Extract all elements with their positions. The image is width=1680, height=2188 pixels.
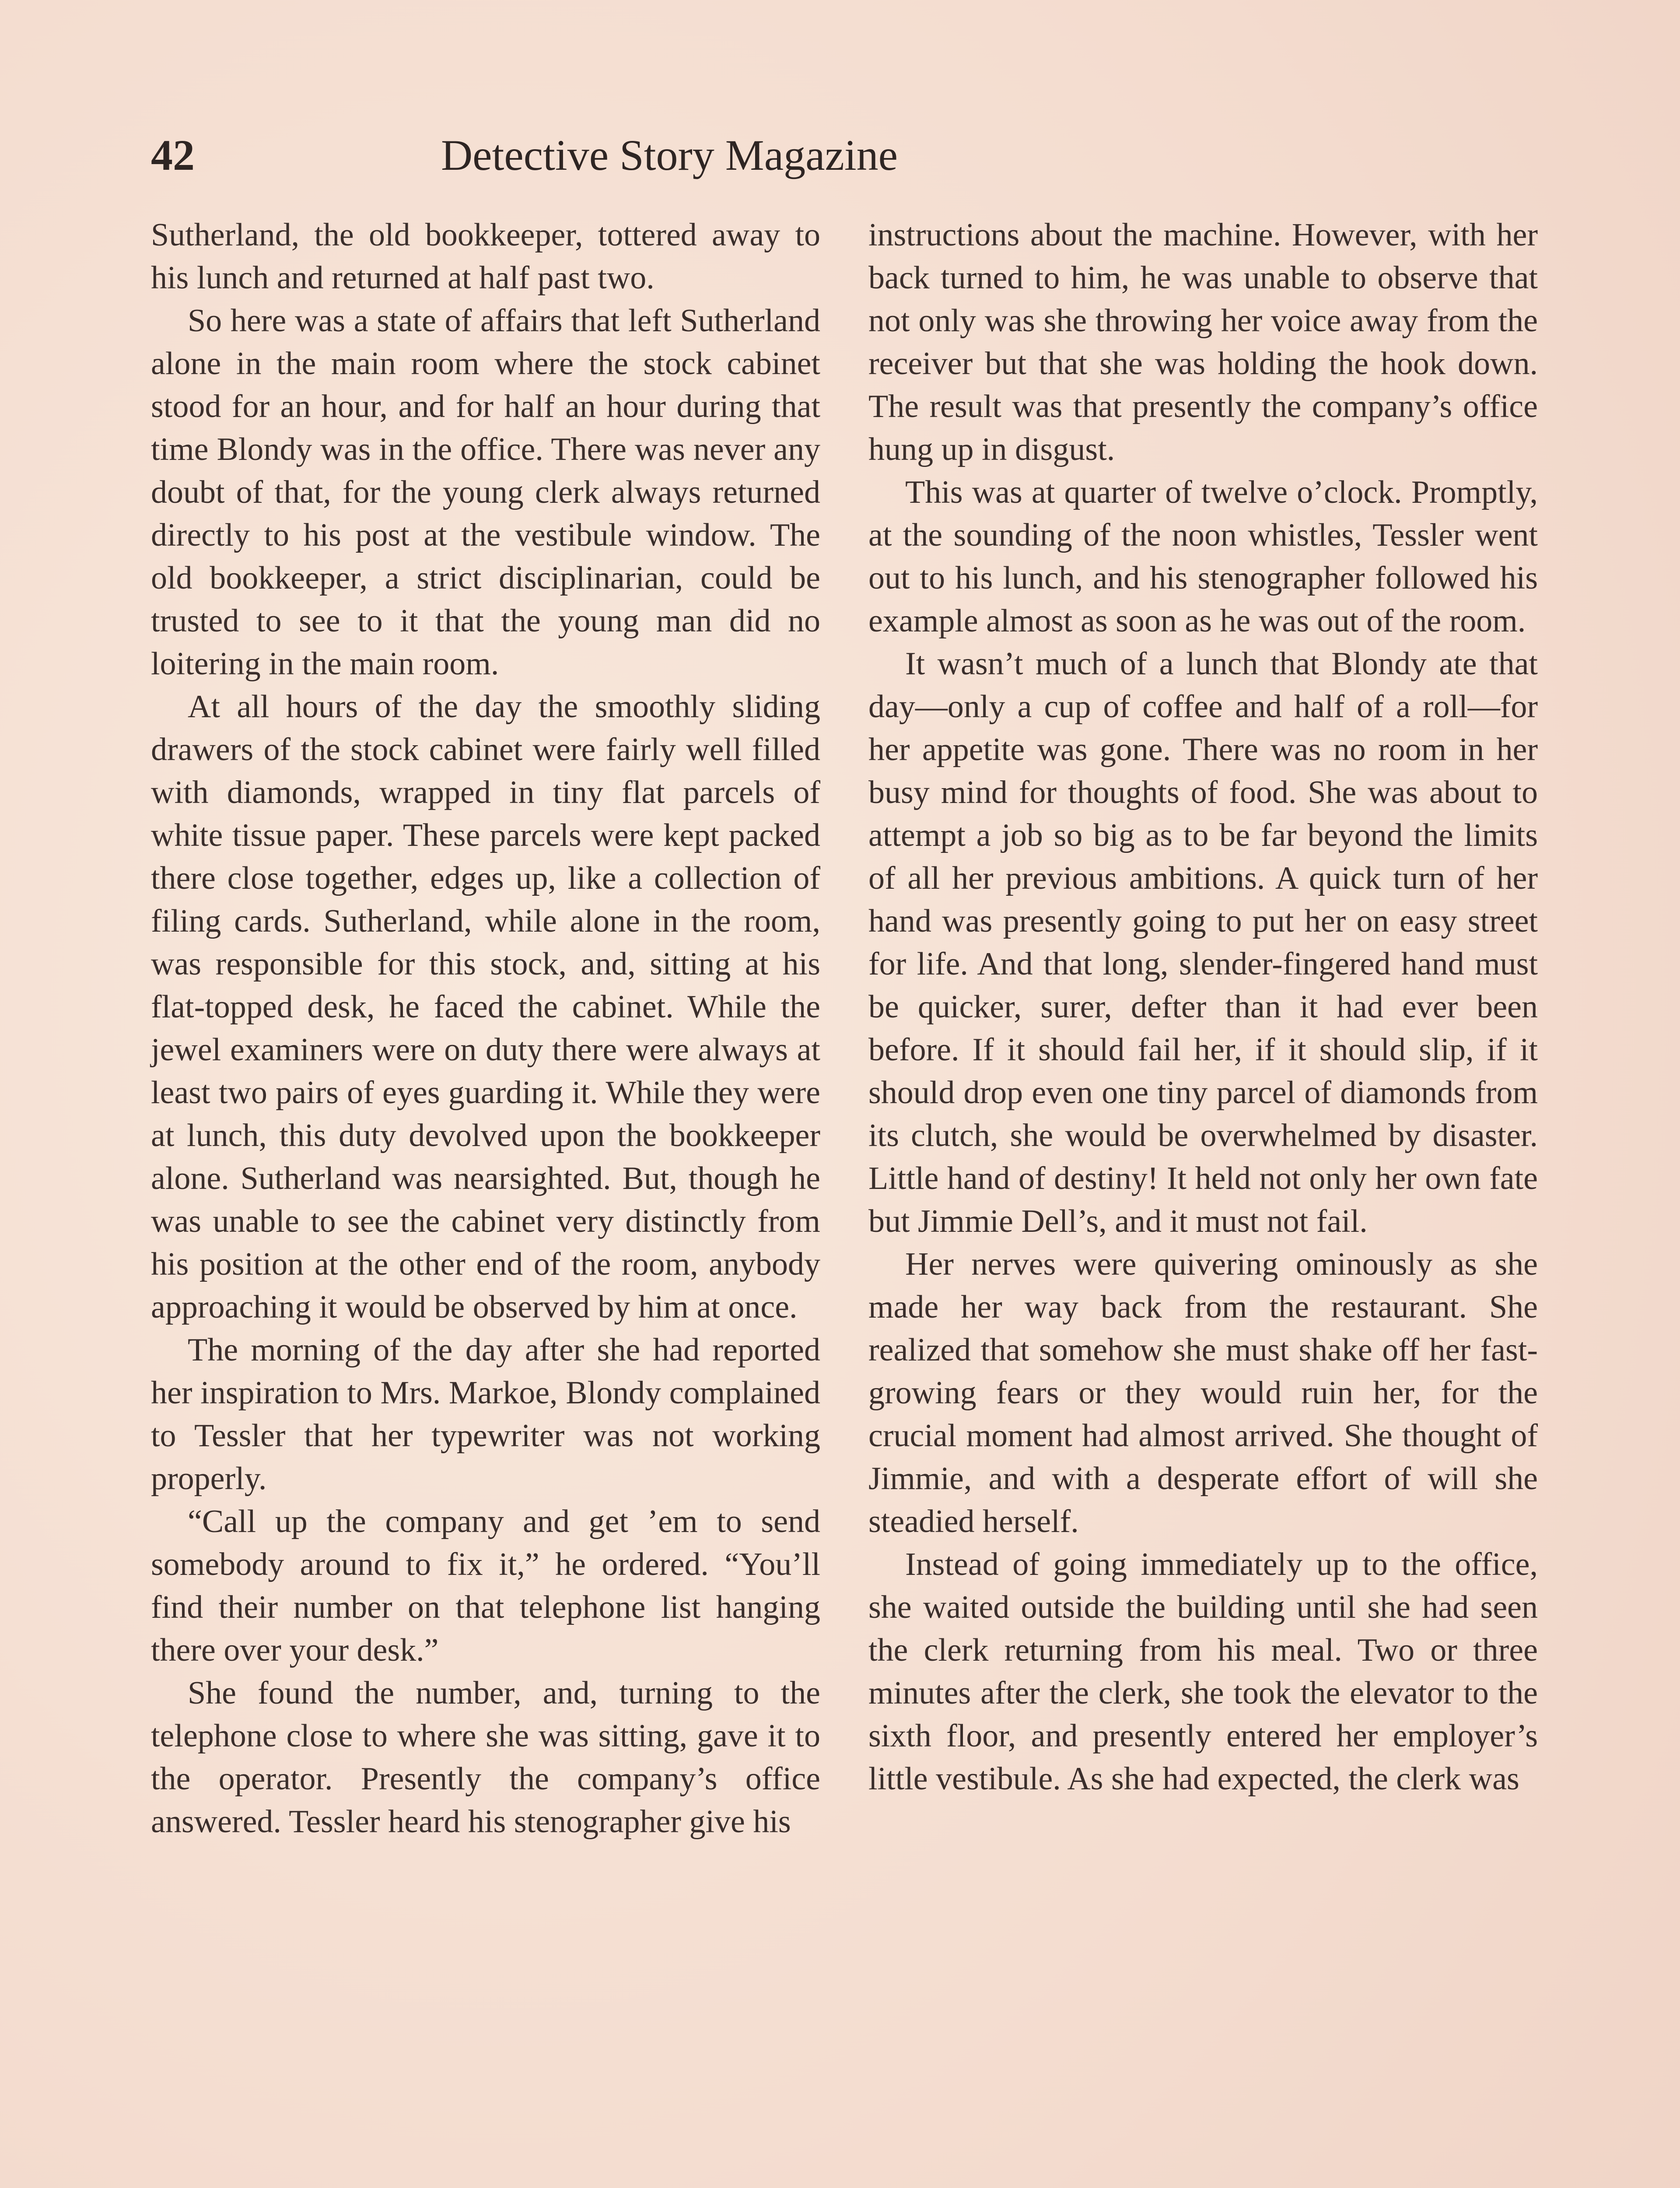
paragraph: instructions about the machine. However, with her back turned to him, he was unable to observe that not only was she throwing her voice away from the receiver but that she was holding the hook down. The result was that presently the company’s office hung up in disgust. xyxy=(868,217,1538,467)
paragraph: Sutherland, the old bookkeeper, tottered away to his lunch and returned at half past two. xyxy=(151,217,820,296)
paragraph: At all hours of the day the smoothly sliding drawers of the stock cabinet were fairly well filled with diamonds, wrapped in tiny flat parcels of white tissue paper. These parcels were kept packed there close together, edges up, like a collection of filing cards. Sutherland, while alone in the room, was responsible for this stock, and, sitting at his flat-topped desk, he faced the cabinet. While the jewel examiners were on duty there were always at least two pairs of eyes guarding it. While they were at lunch, this duty devolved upon the bookkeeper alone. Sutherland was nearsighted. But, though he was unable to see the cabinet very distinctly from his position at the other end of the room, anybody approaching it would be observed by him at once. xyxy=(151,689,820,1325)
paragraph: It wasn’t much of a lunch that Blondy ate that day—only a cup of coffee and half of a roll—for her appetite was gone. There was no room in her busy mind for thoughts of food. She was about to attempt a job so big as to be far beyond the limits of all her previous ambitions. A quick turn of her hand was presently going to put her on easy street for life. And that long, slender-fingered hand must be quicker, surer, defter than it had ever been before. If it should fail her, if it should slip, if it should drop even one tiny parcel of diamonds from its clutch, she would be overwhelmed by disaster. Little hand of destiny! It held not only her own fate but Jimmie Dell’s, and it must not fail. xyxy=(868,646,1538,1239)
paragraph: This was at quarter of twelve o’clock. Promptly, at the sounding of the noon whistles, Tessler went out to his lunch, and his stenographer followed his example almost as soon as he was out of the room. xyxy=(868,474,1538,639)
paragraph: Instead of going immediately up to the office, she waited outside the building until she had seen the clerk returning from his meal. Two or three minutes after the clerk, she took the elevator to the sixth floor, and presently entered her employer’s little vestibule. As she had expected, the clerk was xyxy=(868,1546,1538,1797)
page-header xyxy=(151,127,1122,184)
left-column xyxy=(151,214,820,1843)
paragraph: Her nerves were quivering ominously as she made her way back from the restaurant. She realized that somehow she must shake off her fast-growing fears or they would ruin her, for the crucial moment had almost arrived. She thought of Jimmie, and with a desperate effort of will she steadied herself. xyxy=(868,1246,1538,1539)
paragraph: The morning of the day after she had reported her inspiration to Mrs. Markoe, Blondy complained to Tessler that her typewriter was not working properly. xyxy=(151,1332,820,1497)
right-column xyxy=(868,214,1538,1800)
paragraph: She found the number, and, turning to the telephone close to where she was sitting, gave it to the operator. Presently the company’s office answered. Tessler heard his stenographer give his xyxy=(151,1675,820,1840)
paragraph: “Call up the company and get ’em to send somebody around to fix it,” he ordered. “You’ll find their number on that telephone list hanging there over your desk.” xyxy=(151,1504,820,1668)
paragraph: So here was a state of affairs that left Sutherland alone in the main room where the stock cabinet stood for an hour, and for half an hour during that time Blondy was in the office. There was never any doubt of that, for the young clerk always returned directly to his post at the vestibule window. The old bookkeeper, a strict disciplinarian, could be trusted to see to it that the young man did no loitering in the main room. xyxy=(151,303,820,682)
page-number: 42 xyxy=(151,131,195,179)
running-head: Detective Story Magazine xyxy=(441,131,898,179)
